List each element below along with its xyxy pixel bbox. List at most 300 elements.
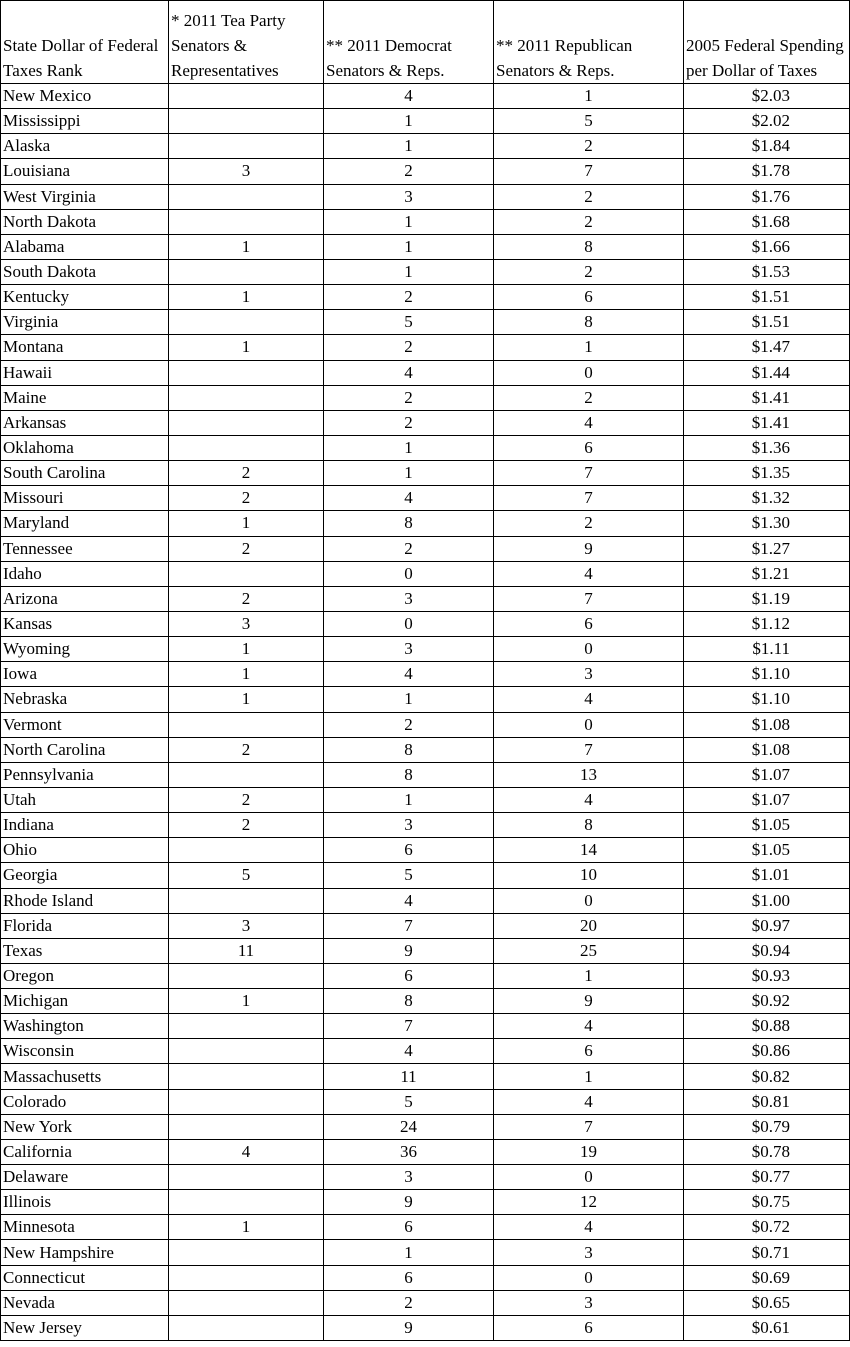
republican-cell: 4 — [494, 410, 684, 435]
democrat-cell: 11 — [324, 1064, 494, 1089]
federal-spending-cell: $1.10 — [684, 662, 850, 687]
state-cell: Missouri — [1, 486, 169, 511]
table-row — [1, 938, 850, 963]
democrat-cell: 4 — [324, 888, 494, 913]
tea-party-cell — [169, 134, 324, 159]
federal-spending-cell: $1.00 — [684, 888, 850, 913]
tea-party-cell — [169, 360, 324, 385]
tea-party-cell — [169, 1114, 324, 1139]
tea-party-cell: 1 — [169, 1215, 324, 1240]
republican-cell: 7 — [494, 1114, 684, 1139]
republican-cell: 12 — [494, 1190, 684, 1215]
table-row — [1, 913, 850, 938]
federal-spending-cell: $1.78 — [684, 159, 850, 184]
republican-cell: 3 — [494, 1240, 684, 1265]
tea-party-cell: 2 — [169, 486, 324, 511]
tea-party-cell — [169, 84, 324, 109]
state-cell: Iowa — [1, 662, 169, 687]
federal-spending-cell: $0.82 — [684, 1064, 850, 1089]
state-cell: Wyoming — [1, 637, 169, 662]
republican-cell: 0 — [494, 637, 684, 662]
tea-party-cell — [169, 1089, 324, 1114]
tea-party-cell: 3 — [169, 611, 324, 636]
democrat-cell: 5 — [324, 863, 494, 888]
table-row — [1, 1014, 850, 1039]
state-cell: Rhode Island — [1, 888, 169, 913]
tea-party-cell — [169, 838, 324, 863]
democrat-cell: 3 — [324, 1165, 494, 1190]
republican-cell: 7 — [494, 737, 684, 762]
republican-cell: 1 — [494, 963, 684, 988]
democrat-cell: 7 — [324, 1014, 494, 1039]
federal-spending-cell: $0.88 — [684, 1014, 850, 1039]
state-cell: Massachusetts — [1, 1064, 169, 1089]
republican-cell: 2 — [494, 259, 684, 284]
tea-party-cell — [169, 963, 324, 988]
tea-party-cell: 11 — [169, 938, 324, 963]
federal-spending-cell: $1.21 — [684, 561, 850, 586]
democrat-cell: 4 — [324, 84, 494, 109]
state-cell: Pennsylvania — [1, 762, 169, 787]
state-cell: New Jersey — [1, 1315, 169, 1340]
state-cell: Arkansas — [1, 410, 169, 435]
state-cell: New York — [1, 1114, 169, 1139]
republican-cell: 2 — [494, 209, 684, 234]
democrat-cell: 1 — [324, 209, 494, 234]
tea-party-cell — [169, 1064, 324, 1089]
democrat-cell: 9 — [324, 1315, 494, 1340]
table-row — [1, 712, 850, 737]
state-cell: Nevada — [1, 1290, 169, 1315]
state-cell: Oklahoma — [1, 435, 169, 460]
federal-spending-cell: $1.30 — [684, 511, 850, 536]
state-cell: New Hampshire — [1, 1240, 169, 1265]
democrat-cell: 0 — [324, 561, 494, 586]
tea-party-cell: 1 — [169, 989, 324, 1014]
table-row — [1, 335, 850, 360]
democrat-cell: 4 — [324, 360, 494, 385]
federal-spending-cell: $0.75 — [684, 1190, 850, 1215]
tea-party-cell — [169, 888, 324, 913]
state-cell: Florida — [1, 913, 169, 938]
federal-spending-cell: $1.01 — [684, 863, 850, 888]
democrat-cell: 3 — [324, 813, 494, 838]
table-row — [1, 1265, 850, 1290]
federal-spending-cell: $0.65 — [684, 1290, 850, 1315]
table-row — [1, 561, 850, 586]
state-cell: Hawaii — [1, 360, 169, 385]
federal-spending-cell: $0.69 — [684, 1265, 850, 1290]
democrat-cell: 36 — [324, 1139, 494, 1164]
tea-party-cell: 1 — [169, 662, 324, 687]
tea-party-cell — [169, 1240, 324, 1265]
tea-party-cell: 2 — [169, 536, 324, 561]
tea-party-cell: 1 — [169, 285, 324, 310]
state-cell: Colorado — [1, 1089, 169, 1114]
democrat-cell: 6 — [324, 963, 494, 988]
state-cell: Washington — [1, 1014, 169, 1039]
republican-cell: 7 — [494, 159, 684, 184]
table-row — [1, 310, 850, 335]
table-row — [1, 410, 850, 435]
federal-spending-cell: $1.10 — [684, 687, 850, 712]
table-row — [1, 209, 850, 234]
table-row — [1, 259, 850, 284]
republican-cell: 4 — [494, 687, 684, 712]
header-democrat: ** 2011 Democrat Senators & Reps. — [324, 1, 494, 84]
democrat-cell: 8 — [324, 762, 494, 787]
democrat-cell: 3 — [324, 586, 494, 611]
democrat-cell: 1 — [324, 435, 494, 460]
table-row — [1, 1064, 850, 1089]
tea-party-cell: 2 — [169, 813, 324, 838]
federal-spending-cell: $1.08 — [684, 712, 850, 737]
state-cell: Oregon — [1, 963, 169, 988]
democrat-cell: 4 — [324, 1039, 494, 1064]
state-cell: South Carolina — [1, 461, 169, 486]
federal-spending-cell: $1.07 — [684, 762, 850, 787]
republican-cell: 25 — [494, 938, 684, 963]
democrat-cell: 8 — [324, 737, 494, 762]
state-cell: West Virginia — [1, 184, 169, 209]
federal-spending-cell: $1.11 — [684, 637, 850, 662]
democrat-cell: 1 — [324, 687, 494, 712]
state-cell: New Mexico — [1, 84, 169, 109]
table-row — [1, 486, 850, 511]
state-cell: Texas — [1, 938, 169, 963]
table-row — [1, 159, 850, 184]
state-cell: Michigan — [1, 989, 169, 1014]
democrat-cell: 1 — [324, 1240, 494, 1265]
republican-cell: 10 — [494, 863, 684, 888]
tea-party-cell: 2 — [169, 787, 324, 812]
federal-spending-cell: $1.07 — [684, 787, 850, 812]
state-cell: Idaho — [1, 561, 169, 586]
tea-party-cell — [169, 410, 324, 435]
tea-party-cell — [169, 385, 324, 410]
federal-spending-cell: $0.86 — [684, 1039, 850, 1064]
state-cell: Delaware — [1, 1165, 169, 1190]
federal-spending-cell: $0.97 — [684, 913, 850, 938]
democrat-cell: 4 — [324, 486, 494, 511]
republican-cell: 4 — [494, 561, 684, 586]
democrat-cell: 6 — [324, 838, 494, 863]
table-row — [1, 989, 850, 1014]
democrat-cell: 2 — [324, 410, 494, 435]
table-row — [1, 536, 850, 561]
table-row — [1, 813, 850, 838]
democrat-cell: 1 — [324, 234, 494, 259]
table-row — [1, 360, 850, 385]
federal-spending-cell: $0.61 — [684, 1315, 850, 1340]
federal-spending-cell: $1.32 — [684, 486, 850, 511]
republican-cell: 0 — [494, 1165, 684, 1190]
republican-cell: 0 — [494, 888, 684, 913]
state-cell: Louisiana — [1, 159, 169, 184]
table-row — [1, 1139, 850, 1164]
header-tea-party: * 2011 Tea Party Senators & Representatives — [169, 1, 324, 84]
democrat-cell: 1 — [324, 787, 494, 812]
table-row — [1, 385, 850, 410]
republican-cell: 13 — [494, 762, 684, 787]
table-row — [1, 109, 850, 134]
table-row — [1, 611, 850, 636]
tea-party-cell — [169, 561, 324, 586]
state-cell: Connecticut — [1, 1265, 169, 1290]
state-cell: North Carolina — [1, 737, 169, 762]
state-cell: North Dakota — [1, 209, 169, 234]
tea-party-cell — [169, 259, 324, 284]
republican-cell: 1 — [494, 1064, 684, 1089]
federal-spending-cell: $1.47 — [684, 335, 850, 360]
republican-cell: 4 — [494, 1215, 684, 1240]
democrat-cell: 2 — [324, 159, 494, 184]
table-row — [1, 1165, 850, 1190]
state-cell: Kansas — [1, 611, 169, 636]
state-cell: Vermont — [1, 712, 169, 737]
table-row — [1, 461, 850, 486]
republican-cell: 0 — [494, 360, 684, 385]
state-cell: Nebraska — [1, 687, 169, 712]
tea-party-cell — [169, 1190, 324, 1215]
state-cell: Utah — [1, 787, 169, 812]
table-row — [1, 737, 850, 762]
democrat-cell: 7 — [324, 913, 494, 938]
republican-cell: 9 — [494, 989, 684, 1014]
republican-cell: 4 — [494, 1089, 684, 1114]
tea-party-cell: 1 — [169, 234, 324, 259]
democrat-cell: 2 — [324, 1290, 494, 1315]
state-cell: Maine — [1, 385, 169, 410]
state-cell: Alaska — [1, 134, 169, 159]
header-republican: ** 2011 Republican Senators & Reps. — [494, 1, 684, 84]
democrat-cell: 1 — [324, 134, 494, 159]
federal-spending-cell: $1.51 — [684, 285, 850, 310]
state-cell: Tennessee — [1, 536, 169, 561]
republican-cell: 19 — [494, 1139, 684, 1164]
democrat-cell: 1 — [324, 109, 494, 134]
state-cell: Alabama — [1, 234, 169, 259]
table-row — [1, 838, 850, 863]
state-cell: California — [1, 1139, 169, 1164]
tea-party-cell: 2 — [169, 586, 324, 611]
federal-spending-cell: $0.72 — [684, 1215, 850, 1240]
federal-spending-cell: $1.08 — [684, 737, 850, 762]
federal-spending-cell: $1.53 — [684, 259, 850, 284]
federal-spending-cell: $1.27 — [684, 536, 850, 561]
republican-cell: 20 — [494, 913, 684, 938]
federal-spending-cell: $0.79 — [684, 1114, 850, 1139]
table-row — [1, 1089, 850, 1114]
state-cell: Mississippi — [1, 109, 169, 134]
federal-spending-cell: $1.19 — [684, 586, 850, 611]
federal-spending-cell: $1.41 — [684, 385, 850, 410]
state-cell: Illinois — [1, 1190, 169, 1215]
republican-cell: 5 — [494, 109, 684, 134]
tea-party-cell — [169, 1315, 324, 1340]
federal-spending-cell: $0.81 — [684, 1089, 850, 1114]
federal-spending-cell: $0.78 — [684, 1139, 850, 1164]
state-cell: Ohio — [1, 838, 169, 863]
federal-spending-cell: $1.51 — [684, 310, 850, 335]
democrat-cell: 24 — [324, 1114, 494, 1139]
democrat-cell: 2 — [324, 285, 494, 310]
federal-spending-cell: $1.84 — [684, 134, 850, 159]
republican-cell: 6 — [494, 285, 684, 310]
table-row — [1, 586, 850, 611]
republican-cell: 1 — [494, 335, 684, 360]
republican-cell: 2 — [494, 511, 684, 536]
table-row — [1, 435, 850, 460]
democrat-cell: 8 — [324, 989, 494, 1014]
tea-party-cell: 3 — [169, 159, 324, 184]
federal-spending-cell: $1.41 — [684, 410, 850, 435]
state-cell: Kentucky — [1, 285, 169, 310]
table-row — [1, 963, 850, 988]
tea-party-cell: 4 — [169, 1139, 324, 1164]
table-row — [1, 1039, 850, 1064]
tea-party-cell: 5 — [169, 863, 324, 888]
federal-spending-cell: $1.66 — [684, 234, 850, 259]
tea-party-cell — [169, 209, 324, 234]
header-state: State Dollar of Federal Taxes Rank — [1, 1, 169, 84]
federal-spending-cell: $1.12 — [684, 611, 850, 636]
republican-cell: 14 — [494, 838, 684, 863]
tea-party-cell: 1 — [169, 335, 324, 360]
table-row — [1, 863, 850, 888]
democrat-cell: 1 — [324, 461, 494, 486]
democrat-cell: 6 — [324, 1265, 494, 1290]
democrat-cell: 2 — [324, 335, 494, 360]
republican-cell: 7 — [494, 586, 684, 611]
democrat-cell: 5 — [324, 310, 494, 335]
democrat-cell: 4 — [324, 662, 494, 687]
table-row — [1, 1190, 850, 1215]
republican-cell: 7 — [494, 461, 684, 486]
state-cell: South Dakota — [1, 259, 169, 284]
democrat-cell: 5 — [324, 1089, 494, 1114]
table-row — [1, 687, 850, 712]
republican-cell: 6 — [494, 1039, 684, 1064]
democrat-cell: 3 — [324, 637, 494, 662]
table-row — [1, 84, 850, 109]
democrat-cell: 8 — [324, 511, 494, 536]
tea-party-cell — [169, 712, 324, 737]
federal-spending-cell: $1.35 — [684, 461, 850, 486]
republican-cell: 6 — [494, 611, 684, 636]
federal-spending-cell: $0.92 — [684, 989, 850, 1014]
republican-cell: 3 — [494, 662, 684, 687]
table-row — [1, 888, 850, 913]
federal-spending-cell: $0.77 — [684, 1165, 850, 1190]
table-body — [1, 84, 850, 1341]
tea-party-cell: 2 — [169, 737, 324, 762]
democrat-cell: 2 — [324, 712, 494, 737]
republican-cell: 7 — [494, 486, 684, 511]
republican-cell: 4 — [494, 787, 684, 812]
republican-cell: 0 — [494, 1265, 684, 1290]
table-row — [1, 1240, 850, 1265]
republican-cell: 6 — [494, 1315, 684, 1340]
tea-party-cell: 1 — [169, 687, 324, 712]
state-cell: Montana — [1, 335, 169, 360]
state-cell: Wisconsin — [1, 1039, 169, 1064]
header-row — [1, 1, 850, 84]
tea-party-cell — [169, 1165, 324, 1190]
state-cell: Arizona — [1, 586, 169, 611]
tea-party-cell: 2 — [169, 461, 324, 486]
tea-party-cell — [169, 435, 324, 460]
federal-spending-cell: $2.03 — [684, 84, 850, 109]
federal-spending-cell: $1.05 — [684, 813, 850, 838]
table-row — [1, 662, 850, 687]
republican-cell: 2 — [494, 184, 684, 209]
table-row — [1, 762, 850, 787]
tea-party-cell — [169, 109, 324, 134]
tea-party-cell — [169, 1039, 324, 1064]
table-row — [1, 1315, 850, 1340]
state-cell: Indiana — [1, 813, 169, 838]
state-cell: Minnesota — [1, 1215, 169, 1240]
table-row — [1, 184, 850, 209]
table-row — [1, 637, 850, 662]
republican-cell: 1 — [494, 84, 684, 109]
democrat-cell: 0 — [324, 611, 494, 636]
republican-cell: 9 — [494, 536, 684, 561]
state-cell: Georgia — [1, 863, 169, 888]
header-federal-spending: 2005 Federal Spending per Dollar of Taxes — [684, 1, 850, 84]
democrat-cell: 6 — [324, 1215, 494, 1240]
federal-spending-cell: $1.68 — [684, 209, 850, 234]
democrat-cell: 9 — [324, 1190, 494, 1215]
federal-spending-cell: $0.71 — [684, 1240, 850, 1265]
republican-cell: 3 — [494, 1290, 684, 1315]
tea-party-cell: 3 — [169, 913, 324, 938]
federal-spending-cell: $1.05 — [684, 838, 850, 863]
table-row — [1, 787, 850, 812]
tea-party-cell — [169, 184, 324, 209]
republican-cell: 2 — [494, 385, 684, 410]
table-row — [1, 234, 850, 259]
federal-spending-cell: $0.94 — [684, 938, 850, 963]
federal-spending-cell: $1.76 — [684, 184, 850, 209]
republican-cell: 6 — [494, 435, 684, 460]
tea-party-cell — [169, 1014, 324, 1039]
tea-party-cell: 1 — [169, 637, 324, 662]
federal-spending-cell: $2.02 — [684, 109, 850, 134]
republican-cell: 4 — [494, 1014, 684, 1039]
state-cell: Virginia — [1, 310, 169, 335]
table-row — [1, 1114, 850, 1139]
democrat-cell: 2 — [324, 385, 494, 410]
democrat-cell: 9 — [324, 938, 494, 963]
tea-party-cell: 1 — [169, 511, 324, 536]
table-row — [1, 1290, 850, 1315]
republican-cell: 8 — [494, 310, 684, 335]
republican-cell: 0 — [494, 712, 684, 737]
table-row — [1, 511, 850, 536]
republican-cell: 8 — [494, 813, 684, 838]
tea-party-cell — [169, 1290, 324, 1315]
federal-spending-cell: $1.44 — [684, 360, 850, 385]
tea-party-cell — [169, 1265, 324, 1290]
democrat-cell: 3 — [324, 184, 494, 209]
tea-party-cell — [169, 762, 324, 787]
tea-party-cell — [169, 310, 324, 335]
state-cell: Maryland — [1, 511, 169, 536]
democrat-cell: 1 — [324, 259, 494, 284]
table-row — [1, 1215, 850, 1240]
